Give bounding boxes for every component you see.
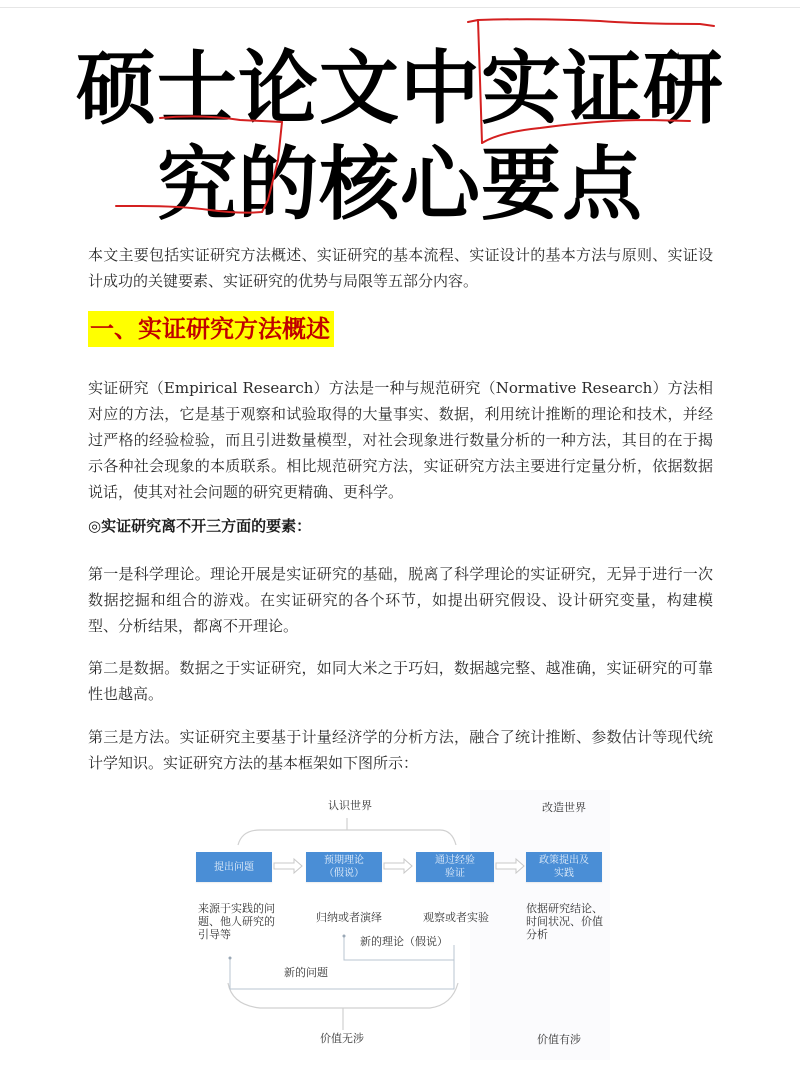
note-policy-basis-line2: 时间状况、价值 — [526, 915, 603, 928]
elements-subheading: ◎实证研究离不开三方面的要素： — [88, 517, 312, 535]
note-policy-basis-line1: 依据研究结论、 — [526, 902, 603, 915]
box-expected-theory-line1: 预期理论 — [324, 855, 364, 866]
note-question-source — [198, 902, 275, 941]
section1-paragraph: 实证研究（Empirical Research）方法是一种与规范研究（Normative Research）方法相对应的方法，它是基于观察和试验取得的大量事实、数据，利用统计推断的理论和技术，并经过严格的经验检验，而且引进数量模型，对社会现象进行数量分析的一种方法，其目的在于揭示各种社会现象的本质联系。相比规范研究方法，实证研究方法主要进行定量分析，依据数据说话，使其对社会问题的研究更精确、更科学。 — [88, 379, 713, 501]
label-new-theory: 新的理论（假说） — [360, 935, 448, 948]
point-3-paragraph: 第三是方法。实证研究主要基于计量经济学的分析方法，融合了统计推断、参数估计等现代统计学知识。实证研究方法的基本框架如下图所示： — [88, 728, 713, 772]
note-question-source-line2: 题、他人研究的 — [198, 915, 275, 928]
box-policy-practice-line1: 政策提出及 — [539, 855, 589, 866]
label-transform-world: 改造世界 — [542, 801, 586, 814]
box-empirical-verification-line2: 验证 — [445, 868, 465, 879]
note-question-source-line3: 引导等 — [198, 928, 231, 941]
label-value-laden: 价值有涉 — [537, 1033, 581, 1046]
box-expected-theory — [306, 852, 382, 882]
box-empirical-verification-line1: 通过经验 — [435, 855, 475, 866]
note-question-source-line1: 来源于实践的问 — [198, 902, 275, 915]
document-title — [0, 40, 800, 232]
box-expected-theory-line2: （假说） — [324, 868, 364, 879]
title-line-1: 硕士论文中实证研 — [76, 41, 724, 135]
label-understand-world: 认识世界 — [328, 799, 372, 812]
note-policy-basis — [526, 902, 603, 941]
top-divider — [0, 7, 800, 8]
box-policy-practice-line2: 实践 — [554, 868, 574, 879]
point-2-paragraph: 第二是数据。数据之于实证研究，如同大米之于巧妇，数据越完整、越准确，实证研究的可靠性也越高。 — [88, 659, 713, 703]
box-policy-practice — [526, 852, 602, 882]
label-value-free: 价值无涉 — [320, 1032, 364, 1045]
label-new-question: 新的问题 — [284, 966, 328, 979]
box-raise-question-label: 提出问题 — [214, 861, 254, 873]
intro-paragraph: 本文主要包括实证研究方法概述、实证研究的基本流程、实证设计的基本方法与原则、实证设计成功的关键要素、实证研究的优势与局限等五部分内容。 — [88, 246, 713, 290]
title-line-2: 究的核心要点 — [157, 137, 643, 231]
empirical-research-framework-diagram — [190, 790, 610, 1060]
point-1-paragraph: 第一是科学理论。理论开展是实证研究的基础，脱离了科学理论的实证研究，无异于进行一次数据挖掘和组合的游戏。在实证研究的各个环节，如提出研究假设、设计研究变量，构建模型、分析结果，都离不开理论。 — [88, 565, 713, 635]
box-empirical-verification — [416, 852, 494, 882]
section-heading-1: 一、实证研究方法概述 — [88, 311, 334, 347]
note-observation-experiment: 观察或者实验 — [423, 911, 489, 924]
note-policy-basis-line3: 分析 — [526, 928, 548, 941]
box-raise-question — [196, 852, 272, 882]
note-induction-deduction: 归纳或者演绎 — [316, 911, 382, 924]
